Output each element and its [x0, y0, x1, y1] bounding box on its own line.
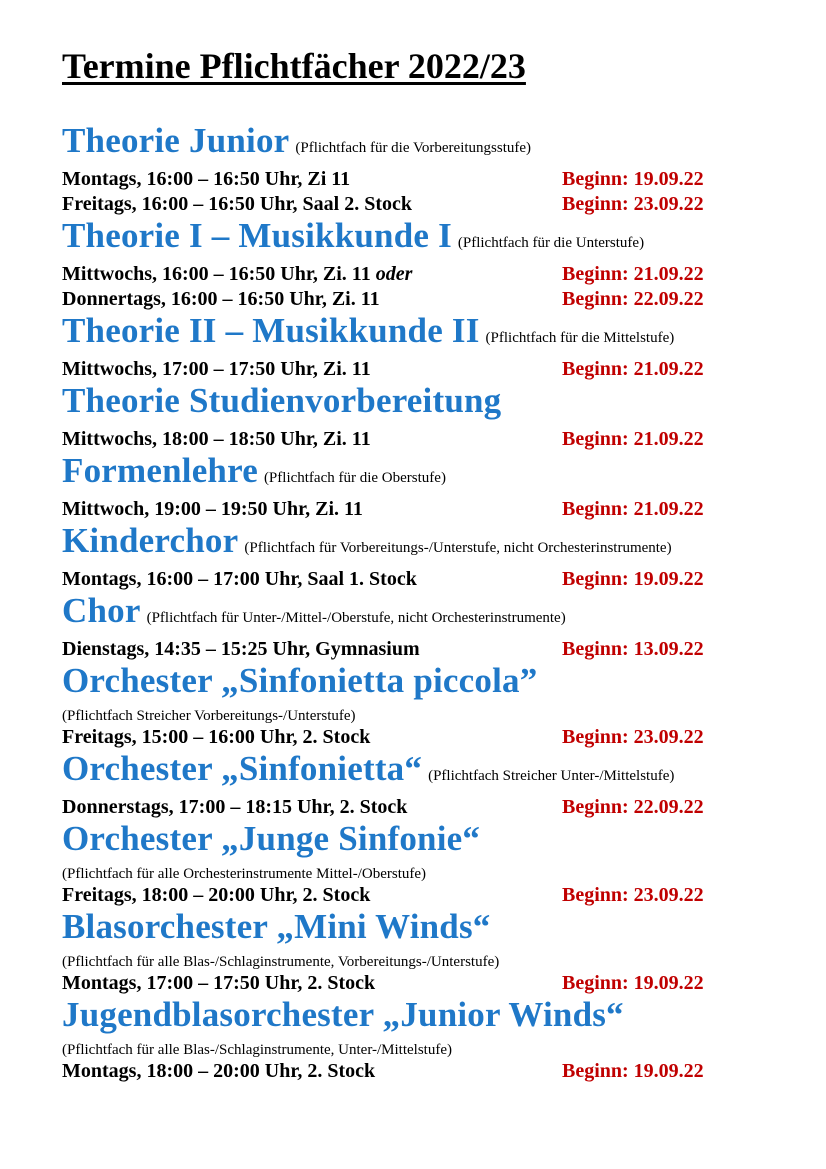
course-name: Orchester „Junge Sinfonie“	[62, 819, 481, 858]
course-note: (Pflichtfach für die Mittelstufe)	[485, 330, 675, 346]
course-name: Blasorchester „Mini Winds“	[62, 907, 491, 946]
start-date: Beginn: 21.09.22	[562, 263, 704, 285]
start-date: Beginn: 22.09.22	[562, 288, 704, 310]
start-date: Beginn: 13.09.22	[562, 638, 704, 660]
start-date: Beginn: 19.09.22	[562, 972, 704, 994]
schedule-row	[62, 497, 762, 522]
course-heading-line	[62, 592, 762, 637]
start-date: Beginn: 21.09.22	[562, 498, 704, 520]
course-theorie-junior	[62, 122, 762, 217]
schedule-time-text: Mittwochs, 16:00 – 16:50 Uhr, Zi. 11	[62, 263, 371, 285]
course-note: (Pflichtfach für alle Blas-/Schlaginstrumente, Vorbereitungs-/Unterstufe)	[62, 954, 500, 970]
course-note: (Pflichtfach für alle Blas-/Schlaginstrumente, Unter-/Mittelstufe)	[62, 1042, 452, 1058]
course-note: (Pflichtfach Streicher Vorbereitungs-/Unterstufe)	[62, 708, 356, 724]
course-theorie-2	[62, 312, 762, 382]
schedule-time: Montags, 16:00 – 17:00 Uhr, Saal 1. Stock	[62, 568, 417, 590]
schedule-row	[62, 167, 762, 192]
course-kinderchor	[62, 522, 762, 592]
schedule-time: Freitags, 15:00 – 16:00 Uhr, 2. Stock	[62, 726, 371, 748]
course-name: Chor	[62, 591, 141, 630]
start-date: Beginn: 23.09.22	[562, 726, 704, 748]
course-theorie-1	[62, 217, 762, 312]
start-date: Beginn: 19.09.22	[562, 568, 704, 590]
schedule-row	[62, 637, 762, 662]
schedule-time: Mittwochs, 18:00 – 18:50 Uhr, Zi. 11	[62, 428, 371, 450]
schedule-time: Montags, 16:00 – 16:50 Uhr, Zi 11	[62, 168, 351, 190]
course-name: Orchester „Sinfonietta“	[62, 749, 423, 788]
course-note: (Pflichtfach für Unter-/Mittel-/Oberstufe, nicht Orchesterinstrumente)	[146, 610, 566, 626]
schedule-row	[62, 725, 762, 750]
schedule-row	[62, 287, 762, 312]
schedule-time: Mittwochs, 17:00 – 17:50 Uhr, Zi. 11	[62, 358, 371, 380]
course-note: (Pflichtfach Streicher Unter-/Mittelstufe)	[428, 768, 675, 784]
schedule-row	[62, 262, 762, 287]
course-name: Formenlehre	[62, 451, 258, 490]
course-chor	[62, 592, 762, 662]
course-name: Theorie Studienvorbereitung	[62, 381, 502, 420]
schedule-row	[62, 883, 762, 908]
schedule-time	[62, 262, 562, 287]
start-date: Beginn: 21.09.22	[562, 358, 704, 380]
schedule-row	[62, 357, 762, 382]
course-studienvorbereitung	[62, 382, 762, 452]
schedule-time: Dienstags, 14:35 – 15:25 Uhr, Gymnasium	[62, 638, 420, 660]
course-heading-line	[62, 452, 762, 497]
schedule-row	[62, 427, 762, 452]
course-note: (Pflichtfach für die Unterstufe)	[457, 235, 645, 251]
start-date: Beginn: 21.09.22	[562, 428, 704, 450]
course-heading-line	[62, 382, 762, 427]
schedule-time: Donnertags, 16:00 – 16:50 Uhr, Zi. 11	[62, 288, 380, 310]
schedule-time: Montags, 18:00 – 20:00 Uhr, 2. Stock	[62, 1060, 376, 1082]
course-name: Kinderchor	[62, 521, 239, 560]
schedule-time: Donnerstags, 17:00 – 18:15 Uhr, 2. Stock	[62, 796, 408, 818]
start-date: Beginn: 23.09.22	[562, 884, 704, 906]
course-name: Theorie II – Musikkunde II	[62, 311, 480, 350]
schedule-time: Freitags, 16:00 – 16:50 Uhr, Saal 2. Stock	[62, 193, 412, 215]
course-name: Theorie Junior	[62, 121, 290, 160]
course-sinfonietta	[62, 750, 762, 820]
schedule-suffix: oder	[375, 263, 413, 285]
schedule-row	[62, 971, 762, 996]
schedule-row	[62, 1059, 762, 1084]
course-note: (Pflichtfach für die Vorbereitungsstufe)	[295, 140, 532, 156]
schedule-time: Freitags, 18:00 – 20:00 Uhr, 2. Stock	[62, 884, 371, 906]
course-note: (Pflichtfach für die Oberstufe)	[263, 470, 446, 486]
course-junior-winds	[62, 996, 762, 1084]
course-mini-winds	[62, 908, 762, 996]
course-sinfonietta-piccola	[62, 662, 762, 750]
start-date: Beginn: 19.09.22	[562, 1060, 704, 1082]
start-date: Beginn: 23.09.22	[562, 193, 704, 215]
course-heading-line	[62, 122, 762, 167]
document-page	[62, 44, 762, 1084]
course-formenlehre	[62, 452, 762, 522]
course-note: (Pflichtfach für alle Orchesterinstrumente Mittel-/Oberstufe)	[62, 866, 427, 882]
schedule-row	[62, 795, 762, 820]
course-heading-line	[62, 662, 762, 707]
course-heading-line	[62, 522, 762, 567]
start-date: Beginn: 22.09.22	[562, 796, 704, 818]
course-heading-line	[62, 908, 762, 953]
course-heading-line	[62, 217, 762, 262]
course-name: Orchester „Sinfonietta piccola”	[62, 661, 538, 700]
start-date: Beginn: 19.09.22	[562, 168, 704, 190]
schedule-row	[62, 192, 762, 217]
page-title: Termine Pflichtfächer 2022/23	[62, 46, 526, 86]
course-heading-line	[62, 820, 762, 865]
course-note: (Pflichtfach für Vorbereitungs-/Unterstufe, nicht Orchesterinstrumente)	[244, 540, 672, 556]
course-heading-line	[62, 750, 762, 795]
schedule-time: Montags, 17:00 – 17:50 Uhr, 2. Stock	[62, 972, 376, 994]
schedule-row	[62, 567, 762, 592]
course-heading-line	[62, 996, 762, 1041]
schedule-time: Mittwoch, 19:00 – 19:50 Uhr, Zi. 11	[62, 498, 363, 520]
course-name: Theorie I – Musikkunde I	[62, 216, 452, 255]
course-name: Jugendblasorchester „Junior Winds“	[62, 995, 624, 1034]
course-heading-line	[62, 312, 762, 357]
course-junge-sinfonie	[62, 820, 762, 908]
